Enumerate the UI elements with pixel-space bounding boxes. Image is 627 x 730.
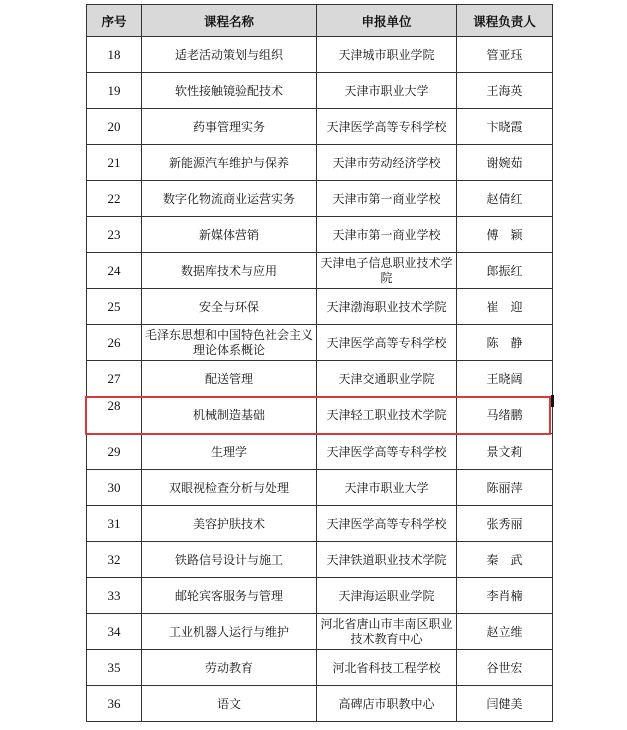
row-lead: 陈丽萍 [457, 470, 553, 506]
row-lead: 谢婉茹 [457, 145, 553, 181]
row-unit: 天津海运职业学院 [317, 578, 457, 614]
row-lead: 崔 迎 [457, 289, 553, 325]
row-num: 31 [87, 506, 142, 542]
table-header-row [87, 5, 553, 37]
row-course-name: 药事管理实务 [142, 109, 317, 145]
row-num: 30 [87, 470, 142, 506]
row-course-name: 新能源汽车维护与保养 [142, 145, 317, 181]
row-unit: 天津市职业大学 [317, 73, 457, 109]
row-num: 21 [87, 145, 142, 181]
row-num: 23 [87, 217, 142, 253]
table-row [87, 217, 553, 253]
row-num: 27 [87, 361, 142, 397]
row-course-name: 美容护肤技术 [142, 506, 317, 542]
row-unit: 天津市第一商业学校 [317, 181, 457, 217]
row-course-name: 双眼视检查分析与处理 [142, 470, 317, 506]
row-lead: 赵立维 [457, 614, 553, 650]
row-unit: 天津医学高等专科学校 [317, 434, 457, 470]
row-unit: 河北省科技工程学校 [317, 650, 457, 686]
row-unit: 天津医学高等专科学校 [317, 506, 457, 542]
table-row [87, 145, 553, 181]
row-unit: 天津铁道职业技术学院 [317, 542, 457, 578]
table-row [87, 470, 553, 506]
row-num: 36 [87, 686, 142, 722]
table-row [87, 289, 553, 325]
header-num: 序号 [87, 5, 142, 37]
row-num: 33 [87, 578, 142, 614]
row-course-name: 劳动教育 [142, 650, 317, 686]
row-unit: 天津城市职业学院 [317, 37, 457, 73]
row-unit: 高碑店市职教中心 [317, 686, 457, 722]
row-unit: 天津市第一商业学校 [317, 217, 457, 253]
table-row [87, 578, 553, 614]
row-unit: 天津交通职业学院 [317, 361, 457, 397]
row-lead: 郎振红 [457, 253, 553, 289]
table-row [87, 397, 553, 434]
table-row [87, 650, 553, 686]
row-course-name: 语文 [142, 686, 317, 722]
row-lead: 管亚珏 [457, 37, 553, 73]
table-row [87, 181, 553, 217]
row-lead: 景文莉 [457, 434, 553, 470]
row-lead: 陈 静 [457, 325, 553, 361]
table-row [87, 542, 553, 578]
row-num: 26 [87, 325, 142, 361]
row-num: 22 [87, 181, 142, 217]
header-unit: 申报单位 [317, 5, 457, 37]
table-body [87, 37, 553, 722]
row-num: 34 [87, 614, 142, 650]
row-course-name: 铁路信号设计与施工 [142, 542, 317, 578]
row-course-name: 软性接触镜验配技术 [142, 73, 317, 109]
course-table [86, 4, 553, 722]
row-num: 35 [87, 650, 142, 686]
row-lead: 赵倩红 [457, 181, 553, 217]
row-unit: 天津轻工职业技术学院 [317, 397, 457, 434]
row-num: 18 [87, 37, 142, 73]
row-course-name: 新媒体营销 [142, 217, 317, 253]
row-course-name: 数据库技术与应用 [142, 253, 317, 289]
row-lead: 李肖楠 [457, 578, 553, 614]
row-lead: 闫健美 [457, 686, 553, 722]
table-row [87, 37, 553, 73]
table-row [87, 686, 553, 722]
row-lead: 张秀丽 [457, 506, 553, 542]
row-course-name: 生理学 [142, 434, 317, 470]
edge-mark [551, 395, 554, 407]
row-lead: 王海英 [457, 73, 553, 109]
header-lead: 课程负责人 [457, 5, 553, 37]
row-num: 29 [87, 434, 142, 470]
row-course-name: 配送管理 [142, 361, 317, 397]
row-unit: 天津电子信息职业技术学院 [317, 253, 457, 289]
row-lead: 秦 武 [457, 542, 553, 578]
row-num: 28 [87, 397, 142, 434]
table-row [87, 109, 553, 145]
row-unit: 天津市劳动经济学校 [317, 145, 457, 181]
row-course-name: 适老活动策划与组织 [142, 37, 317, 73]
row-unit: 天津渤海职业技术学院 [317, 289, 457, 325]
row-lead: 谷世宏 [457, 650, 553, 686]
table-row [87, 506, 553, 542]
row-lead: 王晓阔 [457, 361, 553, 397]
header-course-name: 课程名称 [142, 5, 317, 37]
row-num: 25 [87, 289, 142, 325]
row-num: 20 [87, 109, 142, 145]
row-num: 24 [87, 253, 142, 289]
row-lead: 傅 颖 [457, 217, 553, 253]
row-unit: 天津医学高等专科学校 [317, 325, 457, 361]
table-row [87, 361, 553, 397]
row-course-name: 数字化物流商业运营实务 [142, 181, 317, 217]
row-course-name: 邮轮宾客服务与管理 [142, 578, 317, 614]
table-row [87, 73, 553, 109]
table-row [87, 614, 553, 650]
row-unit: 天津市职业大学 [317, 470, 457, 506]
table-row [87, 325, 553, 361]
row-lead: 马绪鹏 [457, 397, 553, 434]
row-unit: 天津医学高等专科学校 [317, 109, 457, 145]
row-unit: 河北省唐山市丰南区职业技术教育中心 [317, 614, 457, 650]
table-row [87, 253, 553, 289]
row-num: 19 [87, 73, 142, 109]
row-course-name: 毛泽东思想和中国特色社会主义理论体系概论 [142, 325, 317, 361]
table-row [87, 434, 553, 470]
row-course-name: 安全与环保 [142, 289, 317, 325]
row-course-name: 工业机器人运行与维护 [142, 614, 317, 650]
row-lead: 卞晓霞 [457, 109, 553, 145]
row-num: 32 [87, 542, 142, 578]
row-course-name: 机械制造基础 [142, 397, 317, 434]
